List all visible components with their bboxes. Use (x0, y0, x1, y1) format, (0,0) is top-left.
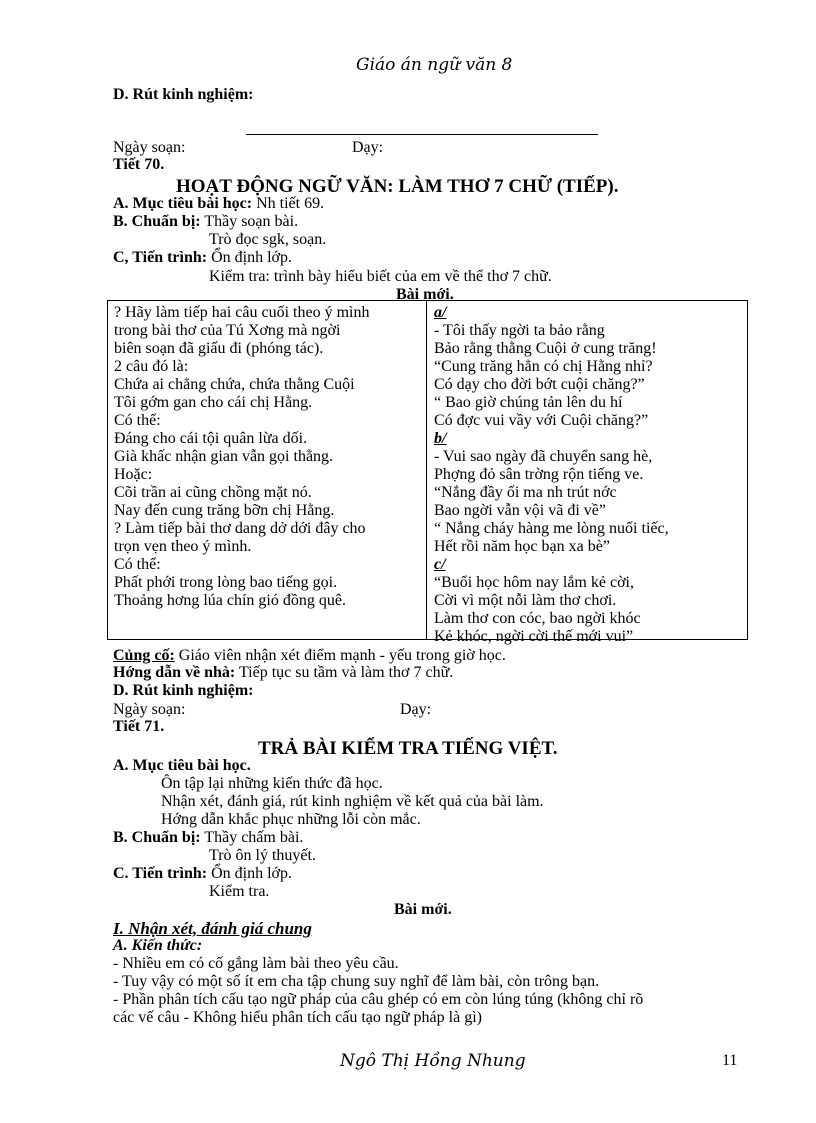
left-line: Cõi trần ai cũng chồng mặt nó. (114, 484, 312, 501)
muc-tieu-2: A. Mục tiêu bài học. (113, 757, 251, 774)
right-line: Bao ngời vẫn vội vã đi về” (434, 502, 606, 519)
left-line: ? Hãy làm tiếp hai câu cuối theo ý mình (114, 304, 370, 321)
tien-trinh-label-2: C. Tiến trình: (113, 865, 208, 882)
right-line: a/ (434, 304, 447, 321)
table-right-column (434, 304, 669, 646)
right-line: “Cung trăng hẳn có chị Hằng nhỉ? (434, 358, 653, 375)
muc-tieu-text: Nh tiết 69. (256, 195, 325, 212)
chuan-bi-label: B. Chuẩn bị: (113, 213, 201, 230)
left-line: trọn vẹn theo ý mình. (114, 538, 252, 555)
chuan-bi-text: Thầy soạn bài. (204, 213, 299, 230)
right-line: Làm thơ con cóc, bao ngời khóc (434, 610, 641, 627)
right-line: Kẻ khóc, ngời cời thế mới vui” (434, 628, 634, 645)
muc-tieu-item-2: Nhận xét, đánh giá, rút kinh nghiệm về kết quả của bài làm. (161, 793, 544, 810)
muc-tieu-label: A. Mục tiêu bài học: (113, 195, 253, 212)
right-line: “Buổi học hôm nay lắm kẻ cời, (434, 574, 634, 591)
bai-moi-2: Bài mới. (394, 901, 452, 918)
tien-trinh-text-2: Ổn định lớp. (211, 865, 292, 882)
right-line: Phợng đỏ sân trờng rộn tiếng ve. (434, 466, 644, 483)
tien-trinh-text: Ổn định lớp. (211, 249, 292, 266)
chuan-bi-2 (113, 829, 303, 847)
left-line: Hoặc: (114, 466, 153, 483)
poem-table (107, 300, 748, 645)
kien-thuc-2: - Tuy vậy có một số ít em cha tập chung suy nghĩ để làm bài, còn trông bạn. (113, 973, 600, 990)
left-line: Đáng cho cái tội quân lừa dối. (114, 430, 308, 447)
huong-dan-text: Tiếp tục su tầm và làm thơ 7 chữ. (238, 664, 454, 681)
ngay-soan-2: Ngày soạn: (113, 701, 186, 718)
left-line: Thoảng hơng lúa chín gió đồng quê. (114, 592, 346, 609)
chuan-bi-tro: Trò đọc sgk, soạn. (209, 231, 327, 248)
page-number: 11 (722, 1052, 738, 1069)
left-line: Nay đến cung trăng bỡn chị Hằng. (114, 502, 335, 519)
left-line: Chứa ai chẳng chứa, chứa thằng Cuội (114, 376, 355, 393)
nhan-xet-heading: I. Nhận xét, đánh giá chung (113, 919, 312, 938)
right-line: “ Nắng cháy hàng me lòng nuối tiếc, (434, 520, 669, 537)
right-line: - Vui sao ngày đã chuyển sang hè, (434, 448, 653, 465)
cung-co-text: Giáo viên nhận xét điểm mạnh - yếu trong giờ học. (178, 647, 506, 664)
tien-trinh-2 (113, 865, 292, 883)
chuan-bi-tro-2: Trò ôn lý thuyết. (209, 847, 316, 864)
right-line: Bảo rằng thằng Cuội ở cung trăng! (434, 340, 657, 357)
right-line: - Tôi thấy ngời ta bảo rằng (434, 322, 605, 339)
left-line: ? Làm tiếp bài thơ dang dở dới đây cho (114, 520, 366, 537)
bai-moi-1: Bài mới. (396, 286, 454, 303)
lesson-title-2: TRẢ BÀI KIỂM TRA TIẾNG VIỆT. (258, 738, 558, 759)
cung-co (113, 647, 506, 665)
muc-tieu-item-3: Hớng dẫn khắc phục những lỗi còn mắc. (161, 811, 421, 828)
tien-trinh-label: C, Tiến trình: (113, 249, 208, 266)
left-line: Già khấc nhận gian vẫn gọi thằng. (114, 448, 334, 465)
huong-dan (113, 664, 453, 682)
rut-kinh-nghiem-2: D. Rút kinh nghiệm: (113, 682, 254, 699)
left-line: Có thể: (114, 556, 161, 573)
kien-thuc-3: - Phần phân tích cấu tạo ngữ pháp của câu ghép có em còn lúng túng (không chỉ rõ (113, 991, 644, 1008)
lesson-title-1: HOẠT ĐỘNG NGỮ VĂN: LÀM THƠ 7 CHỮ (TIẾP). (176, 176, 619, 197)
cung-co-label: Củng cố: (113, 647, 175, 664)
kiem-tra-2: Kiểm tra. (209, 883, 270, 900)
right-line: “Nắng đầy ối ma nh trút nớc (434, 484, 617, 501)
right-line: Có dạy cho đời bớt cuội chăng?” (434, 376, 645, 393)
table-divider (426, 301, 427, 639)
huong-dan-label: Hớng dẫn về nhà: (113, 664, 236, 681)
chuan-bi-text-2: Thầy chấm bài. (204, 829, 304, 846)
day-2: Dạy: (400, 701, 432, 718)
footer-author: Ngô Thị Hồng Nhung (340, 1051, 526, 1071)
ngay-soan-1: Ngày soạn: (113, 139, 186, 156)
left-line: Phất phới trong lòng bao tiếng gọi. (114, 574, 338, 591)
left-line: trong bài thơ của Tú Xơng mà ngời (114, 322, 341, 339)
right-line: Cời vì một nỗi làm thơ chơi. (434, 592, 617, 609)
tiet-71: Tiết 71. (113, 718, 165, 735)
header-title: Giáo án ngữ văn 8 (356, 55, 513, 75)
muc-tieu-item-1: Ôn tập lại những kiến thức đã học. (161, 775, 383, 792)
tiet-70: Tiết 70. (113, 156, 165, 173)
chuan-bi-1 (113, 213, 298, 231)
kien-thuc-1: - Nhiều em có cố gắng làm bài theo yêu cầu. (113, 955, 399, 972)
kiem-tra-1: Kiểm tra: trình bày hiểu biết của em về thể thơ 7 chữ. (209, 268, 552, 285)
right-line: c/ (434, 556, 446, 573)
chuan-bi-label-2: B. Chuẩn bị: (113, 829, 201, 846)
separator-line (246, 134, 598, 135)
left-line: Có thể: (114, 412, 161, 429)
tien-trinh-1 (113, 249, 292, 267)
kien-thuc-heading: A. Kiến thức: (113, 937, 203, 954)
rut-kinh-nghiem-1: D. Rút kinh nghiệm: (113, 86, 254, 103)
left-line: biên soạn đã giấu đi (phóng tác). (114, 340, 324, 357)
day-1: Dạy: (352, 139, 384, 156)
right-line: “ Bao giờ chúng tản lên du hí (434, 394, 623, 411)
left-line: 2 câu đó là: (114, 358, 189, 375)
right-line: b/ (434, 430, 447, 447)
kien-thuc-4: các vế câu - Không hiểu phân tích cấu tạo ngữ pháp là gì) (113, 1009, 482, 1026)
left-line: Tôi gớm gan cho cái chị Hằng. (114, 394, 313, 411)
muc-tieu-1 (113, 195, 324, 213)
right-line: Có đợc vui vầy với Cuội chăng?” (434, 412, 649, 429)
right-line: Hết rồi năm học bạn xa bè” (434, 538, 610, 555)
table-left-column (114, 304, 369, 610)
